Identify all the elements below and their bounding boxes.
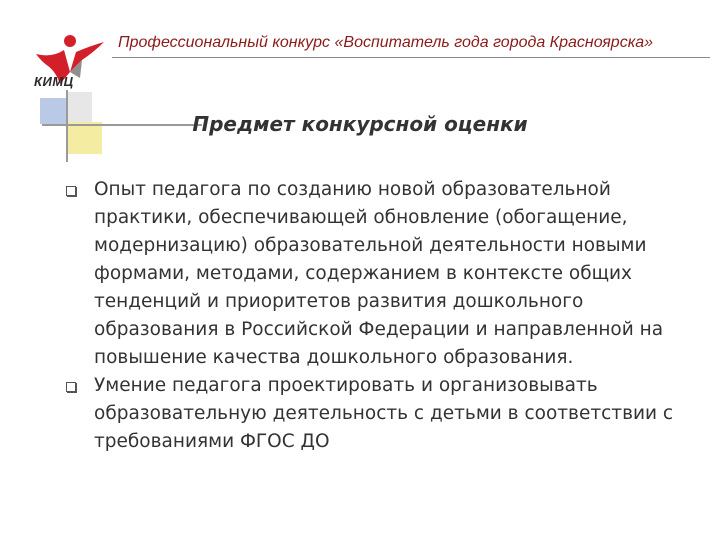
bullet-item xyxy=(66,372,686,456)
header-title: Профессиональный конкурс «Воспитатель года города Красноярска» xyxy=(118,34,654,51)
slide-title: Предмет конкурсной оценки xyxy=(192,112,528,136)
logo-text: КИМЦ xyxy=(34,74,74,89)
bullet-list xyxy=(66,176,686,456)
bullet-text: Опыт педагога по созданию новой образовательной практики, обеспечивающей обновление (обогащение, модернизацию) образовательной деятельности новыми формами, методами, содержанием в контексте общих тенденций и приоритетов развития дошкольного образования в Российской Федерации и направленной на повышение качества дошкольного образования. xyxy=(94,179,664,368)
square-bullet-icon xyxy=(66,382,76,392)
header-divider xyxy=(112,57,710,58)
square-bullet-icon xyxy=(66,186,76,196)
bullet-text: Умение педагога проектировать и организовывать образовательную деятельность с детьми в соответствии с требованиями ФГОС ДО xyxy=(94,375,674,452)
bullet-item xyxy=(66,176,686,372)
